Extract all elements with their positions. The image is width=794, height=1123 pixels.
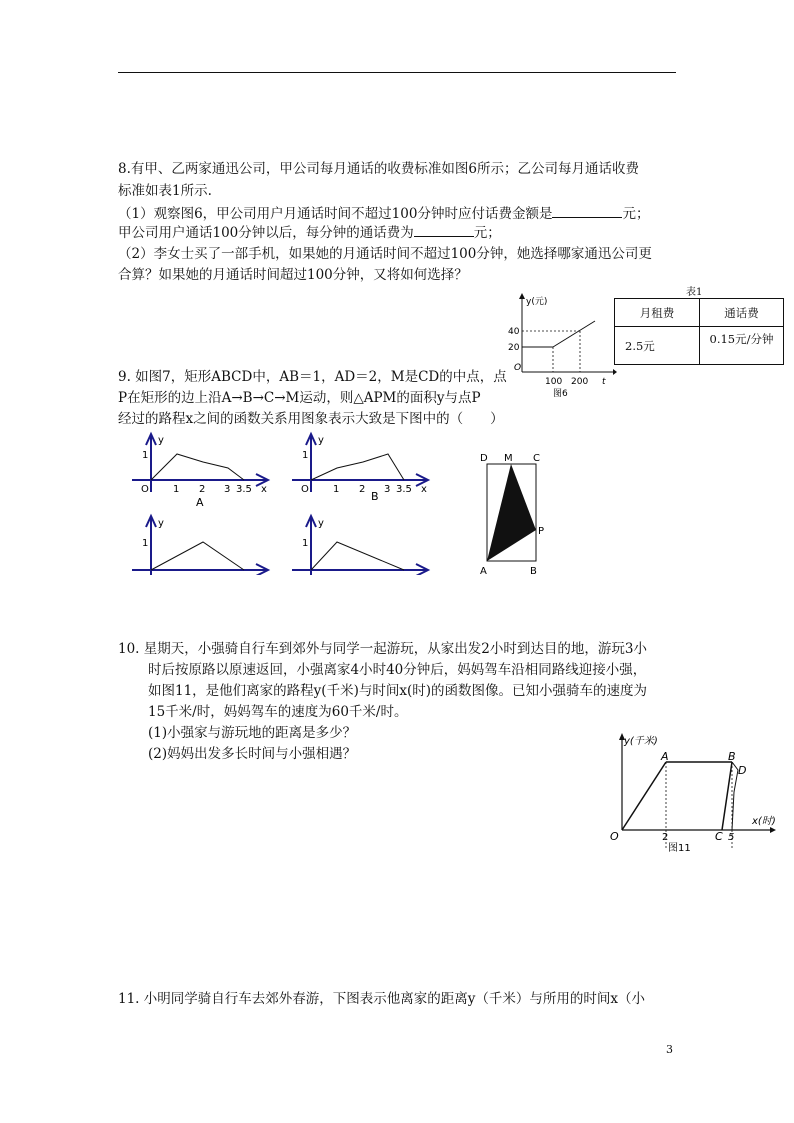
graph-c-curve: [151, 542, 244, 570]
fig11-origin: O: [610, 830, 619, 843]
graph-a-x-tick-3-5: 3.5: [236, 484, 252, 495]
graph-b-x-tick-2: 2: [359, 484, 366, 495]
graph-b-y-label: y: [318, 435, 324, 446]
graph-b-x-tick-3-5: 3.5: [396, 484, 412, 495]
fig6-rising-segment: [553, 321, 595, 347]
fig6-caption: 图6: [553, 389, 568, 399]
graph-a-x-tick-2: 2: [199, 484, 206, 495]
fig6-y-label: y(元): [526, 297, 548, 307]
fig7-label-a: A: [480, 566, 487, 577]
q9-line-2: P在矩形的边上沿A→B→C→M运动，则△APM的面积y与点P: [118, 390, 481, 406]
fig6-y-tick-40: 40: [508, 327, 520, 337]
fig6-x-label: t: [602, 377, 606, 387]
graph-b-curve: [311, 454, 404, 480]
fig11-segment-oa: [622, 762, 666, 830]
fig11-caption: 图11: [668, 843, 691, 854]
fig7-label-d: D: [480, 453, 488, 464]
graph-c-y-tick: 1: [142, 538, 149, 549]
fig6-x-tick-100: 100: [545, 377, 563, 387]
graph-a-origin: O: [141, 484, 149, 495]
table1-cell-rent: 2.5元: [615, 327, 700, 365]
q8-line-1: 8.有甲、乙两家通迅公司，甲公司每月通话的收费标准如图6所示；乙公司每月通话收费: [118, 161, 639, 177]
graph-a-curve: [151, 454, 244, 480]
graph-c-y-label: y: [158, 518, 164, 529]
fig11-x-tick-2: 2: [662, 832, 669, 843]
graph-d-y-tick: 1: [302, 538, 309, 549]
figure-6-graph: [505, 290, 617, 402]
q8-line-5: （2）李女士买了一部手机，如果她的月通话时间不超过100分钟，她选择哪家通迅公司更: [118, 246, 652, 262]
graph-b-origin: O: [301, 484, 309, 495]
fig7-triangle-apm: [487, 464, 536, 561]
fig11-x-arrow: [770, 827, 776, 833]
q8-line-6: 合算？如果她的月通话时间超过100分钟，又将如何选择？: [118, 267, 468, 283]
fig6-origin: O: [514, 363, 522, 373]
figure-11-graph: [604, 730, 784, 854]
graph-a-y-tick: 1: [142, 450, 149, 461]
header-rule: [118, 72, 676, 73]
fig6-y-tick-20: 20: [508, 343, 520, 353]
fig7-label-p: P: [538, 526, 545, 537]
q10-line-4: 15千米/时，妈妈驾车的速度为60千米/时。: [148, 704, 408, 720]
q9-line-1: 9. 如图7，矩形ABCD中，AB＝1，AD＝2，M是CD的中点，点: [118, 369, 507, 385]
graph-b-x-label: x: [421, 484, 427, 495]
q10-line-3: 如图11，是他们离家的路程y(千米)与时间x(时)的函数图像。已知小强骑车的速度为: [148, 683, 647, 699]
q10-line-2: 时后按原路以原速返回，小强离家4小时40分钟后，妈妈驾车沿相同路线迎接小强，: [148, 662, 647, 678]
fig11-y-label: y(千米): [624, 736, 658, 747]
q8-q1-text: （1）观察图6，甲公司用户月通话时间不超过100分钟时应付话费金额是: [118, 206, 553, 222]
graph-b-option-label: B: [371, 490, 379, 503]
q8-q1-unit: 元；: [622, 206, 650, 222]
fig7-label-m: M: [504, 453, 513, 464]
fig11-point-c: C: [715, 830, 723, 843]
fig11-x-tick-5: 5: [728, 832, 735, 843]
graph-d-y-label: y: [318, 518, 324, 529]
q8-line-2: 标准如表1所示.: [118, 183, 212, 199]
fig7-label-c: C: [533, 453, 540, 464]
q9-line-3: 经过的路程x之间的函数关系用图象表示大致是下图中的（ ）: [118, 411, 504, 427]
q9-graph-b: [292, 434, 428, 503]
q11-line-1: 11. 小明同学骑自行车去郊外春游，下图表示他离家的距离y（千米）与所用的时间x（小: [118, 991, 645, 1007]
fig11-point-a: A: [661, 750, 669, 763]
fig11-segment-bc: [722, 762, 732, 830]
q10-line-1: 10. 星期天，小强骑自行车到郊外与同学一起游玩，从家出发2小时到达目的地，游玩3小: [118, 641, 647, 657]
graph-a-y-label: y: [158, 435, 164, 446]
table1-cell-call-fee: 0.15元/分钟: [700, 327, 784, 365]
graph-a-x-tick-1: 1: [173, 484, 180, 495]
graph-d-curve: [311, 542, 404, 570]
q8-answer-blank-1: [552, 205, 622, 218]
fig11-x-label: x(时): [752, 816, 776, 827]
page-number: 3: [666, 1043, 673, 1056]
fig6-y-arrow: [519, 293, 525, 299]
q8-answer-blank-2: [414, 224, 474, 237]
graph-b-y-tick: 1: [302, 450, 309, 461]
table-1: [614, 298, 784, 365]
q10-line-5: (1)小强家与游玩地的距离是多少？: [148, 725, 357, 741]
q9-graph-a: [132, 434, 268, 509]
q10-line-6: (2)妈妈出发多长时间与小强相遇？: [148, 746, 357, 762]
q9-option-graphs: [118, 430, 448, 575]
table1-header-call-fee: 通话费: [700, 299, 784, 327]
fig7-label-b: B: [530, 566, 537, 577]
table1-header-rent: 月租费: [615, 299, 700, 327]
graph-a-option-label: A: [196, 496, 204, 509]
table1-title: 表1: [686, 287, 703, 298]
graph-a-x-tick-3: 3: [224, 484, 231, 495]
q9-graph-c: [132, 516, 268, 575]
q8-line-4: [118, 224, 501, 241]
graph-b-x-tick-3: 3: [384, 484, 391, 495]
q8-q1b-unit: 元；: [473, 225, 501, 241]
q8-q1b-text: 甲公司用户通话100分钟以后，每分钟的通话费为: [118, 225, 414, 241]
fig6-x-tick-200: 200: [571, 377, 589, 387]
fig11-point-d: D: [738, 764, 747, 777]
graph-a-x-label: x: [261, 484, 267, 495]
q9-graph-d: [292, 516, 428, 575]
fig11-point-b: B: [728, 750, 736, 763]
fig6-x-arrow: [613, 369, 617, 375]
figure-7-rectangle: [476, 450, 552, 580]
q8-line-3: [118, 205, 649, 222]
graph-b-x-tick-1: 1: [333, 484, 340, 495]
